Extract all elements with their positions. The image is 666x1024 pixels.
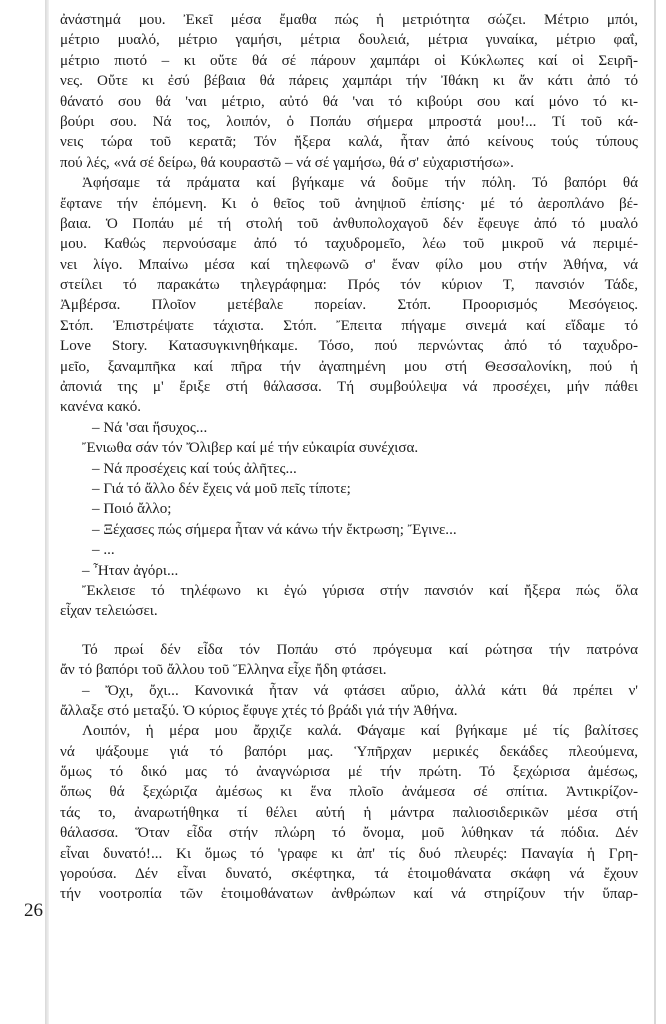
text-line: ἀνάστημά μου. Ἐκεῖ μέσα ἔμαθα πώς ἡ μετριότητα σώζει. Μέτριο μπόι, xyxy=(60,12,638,28)
text-line: ἄλλαξε στό μεταξύ. Ὁ κύριος ἔφυγε χτές τό βράδι γιά τήν Ἀθήνα. xyxy=(60,702,458,719)
text-line: Λοιπόν, ἡ μέρα μου ἄρχιζε καλά. Φάγαμε καί βγήκαμε μέ τίς βαλίτσες xyxy=(82,723,638,740)
text-line: ὅπως θά ξεχώριζα ἀμέσως κι ἕνα πλοῖο ἀνάμεσα σέ σπίτια. Ἀντικρίζον- xyxy=(60,784,638,801)
dialogue-line: – Ὄχι, ὄχι... Κανονικά ἦταν νά φτάσει αὔριο, ἀλλά κάτι θά πρέπει ν' xyxy=(82,682,638,699)
text-line: Love Story. Κατασυγκινηθήκαμε. Τόσο, πού περνώντας ἀπό τό ταχυδρο- xyxy=(60,338,638,355)
text-line: Στόπ. Ἐπιστρέψατε τάχιστα. Στόπ. Ἔπειτα πήγαμε σινεμά καί εἴδαμε τό xyxy=(60,317,638,334)
text-line: ὅμως τό δικό μας τό ἀναγνώρισα μέ τήν πρώτη. Τό ξεχώρισα ἀμέσως, xyxy=(60,764,638,781)
dialogue-line: – Ξέχασες πώς σήμερα ἦταν νά κάνω τήν ἔκτρωση; Ἔγινε... xyxy=(92,521,457,538)
dialogue-line: – Ἦταν ἀγόρι... xyxy=(82,562,179,579)
text-line: ἄν τό βαπόρι τοῦ ἄλλου τοῦ Ἕλληνα εἶχε ἤδη φτάσει. xyxy=(60,662,387,679)
text-line: εἶχαν τελειώσει. xyxy=(60,603,158,620)
text-line: μεῖο, ξαναμπῆκα καί πῆρα τήν ἀγαπημένη μου στή Θεσσαλονίκη, πού ἡ xyxy=(60,358,638,375)
text-line: εἶναι δυνατό!... Κι ὅμως τό 'γραφε κι ἀπ' τίς δυό πλευρές: Παναγία ἡ Γρη- xyxy=(60,845,638,862)
text-line: μέτριο πιοτό – κι οὔτε θά σέ πάρουν χαμπάρι οἱ Κύκλωπες καί οἱ Σειρῆ- xyxy=(60,52,638,69)
text-line: Τό πρωί δέν εἶδα τόν Ποπάυ στό πρόγευμα καί ρώτησα τήν πατρόνα xyxy=(82,641,638,658)
text-line: Ἀμβέρσα. Πλοῖον μετέβαλε πορείαν. Στόπ. Προορισμός Μεσόγειος. xyxy=(60,297,638,314)
dialogue-line: – ... xyxy=(92,542,115,559)
text-line: ἀπονιά της μ' ἔριξε στή θάλασσα. Τή συμβούλεψα νά προσέχει, μήν πάθει xyxy=(60,379,638,396)
text-line: κανένα κακό. xyxy=(60,399,142,416)
text-line: τήν νοοτροπία τῶν ἑτοιμοθάνατων ἀνθρώπων καί νά στηρίζουν τήν ὕπαρ- xyxy=(60,886,638,903)
text-line: νεις τώρα τοῦ κερατᾶ; Τόν ἤξερα καλά, ἦταν ἀπό κείνους τούς τύπους xyxy=(60,134,638,151)
text-line: νει λίγο. Μπαίνω μέσα καί τηλεφωνῶ σ' ἕναν φίλο μου στήν Ἀθήνα, νά xyxy=(60,256,638,273)
page-body-text xyxy=(60,10,638,905)
book-spine-shadow xyxy=(45,0,49,1024)
text-line: θάλασσα. Ὅταν εἶδα στήν πλώρη τό ὄνομα, μοῦ λύθηκαν τά πόδια. Δέν xyxy=(60,825,638,842)
text-line: νες. Οὔτε κι ἐσύ βέβαια θά πάρεις χαμπάρι τήν Ἰθάκη κι ἄν κάτι ἀπό τό xyxy=(60,73,638,90)
text-line: βαια. Ὁ Ποπάυ μέ τή στολή τοῦ ἀνθυπολοχαγοῦ δέν ἔφευγε ἀπό τό μυαλό xyxy=(60,215,638,232)
page-number: 26 xyxy=(24,900,43,921)
dialogue-line: – Ποιό ἄλλο; xyxy=(92,501,172,518)
dialogue-line: – Νά 'σαι ἥσυχος... xyxy=(92,419,208,436)
text-line: γορούσα. Δέν εἶναι δυνατό, σκέφτηκα, τά ἑτοιμοθάνατα σκάφη νά ἔχουν xyxy=(60,866,638,883)
text-line: Ἔνιωθα σάν τόν Ὄλιβερ καί μέ τήν εὐκαιρία συνέχισα. xyxy=(82,440,419,457)
section-break xyxy=(60,622,638,640)
dialogue-line: – Νά προσέχεις καί τούς ἀλῆτες... xyxy=(92,460,297,477)
text-line: στείλει τό παρακάτω τηλεγράφημα: Πρός τόν κύριον Τ, πανσιόν Τάδε, xyxy=(60,277,638,294)
text-line: μέτριο μυαλό, μέτριο γαμήσι, μέτρια δουλειά, μέτρια γυναίκα, μέτριο φαΐ, xyxy=(60,32,638,49)
text-line: Ἔκλεισε τό τηλέφωνο κι ἐγώ γύρισα στήν πανσιόν καί ἤξερα πώς ὅλα xyxy=(82,582,638,599)
text-line: τάς το, ἀναρωτήθηκα τί θέλει αὐτή ἡ μάντρα παλιοσιδερικῶν μέσα στή xyxy=(60,804,638,821)
dialogue-line: – Γιά τό ἄλλο δέν ἔχεις νά μοῦ πεῖς τίποτε; xyxy=(92,480,351,497)
text-line: Ἀφήσαμε τά πράματα καί βγήκαμε νά δοῦμε τήν πόλη. Τό βαπόρι θά xyxy=(82,175,638,192)
text-line: μου. Καθώς περνούσαμε ἀπό τό ταχυδρομεῖο, λέω τοῦ μικροῦ νά περιμέ- xyxy=(60,236,638,253)
text-line: βούρι σου. Νά τος, λοιπόν, ὁ Ποπάυ σήμερα μπροστά μου!... Τί τοῦ κά- xyxy=(60,113,638,130)
page-edge-rule xyxy=(654,0,656,1024)
text-line: νά ψάξουμε γιά τό βαπόρι μας. Ὑπῆρχαν μερικές δεκάδες πλεούμενα, xyxy=(60,743,638,760)
text-line: θάνατό σου θά 'ναι μέτριο, αὐτό θά 'ναι τό κιβούρι σου καί μόνο τό κι- xyxy=(60,93,638,110)
text-line: πού λές, «νά σέ δείρω, θά κουραστῶ – νά σέ γαμήσω, θά σ' εὐχαριστήσω». xyxy=(60,154,514,171)
text-line: ἔφτανε τήν ἑπόμενη. Κι ὁ θεῖος τοῦ ἀνηψιοῦ ἐπίσης· μέ τό ἀεροπλάνο βέ- xyxy=(60,195,638,212)
